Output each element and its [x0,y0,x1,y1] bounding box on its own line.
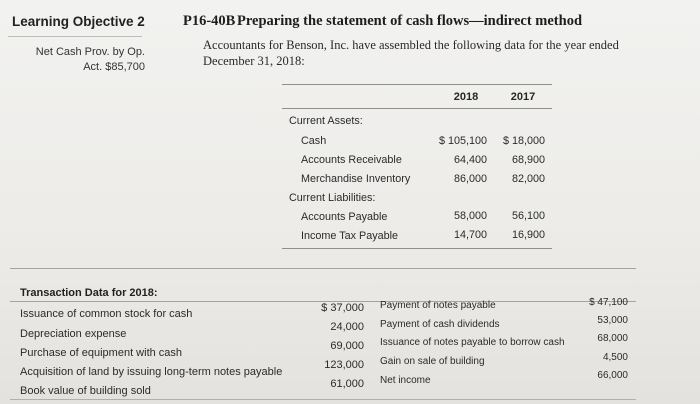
value-2018: 14,700 [453,229,487,241]
transaction-section-top-rule [10,268,636,269]
value-2017: 16,900 [511,229,545,241]
transaction-value: 4,500 [602,352,628,363]
balance-table-header-rule [282,108,552,109]
transaction-label: Issuance of notes payable to borrow cash [380,337,565,348]
value-2017: $ 18,000 [502,135,545,147]
value-2018: $ 105,100 [438,135,487,147]
row-label: Income Tax Payable [301,230,399,242]
transaction-label: Depreciation expense [20,328,127,340]
transaction-value: 68,000 [597,333,628,344]
transaction-label: Payment of cash dividends [380,319,500,330]
transaction-value: $ 47,100 [589,297,628,308]
transaction-value: 66,000 [597,370,628,381]
row-label: Merchandise Inventory [301,173,411,185]
transaction-label: Purchase of equipment with cash [20,347,183,359]
value-2018: 86,000 [453,173,487,185]
transaction-value: $ 37,000 [321,302,364,314]
current-assets-heading: Current Assets: [289,115,363,127]
row-label: Accounts Payable [301,211,388,223]
cash-note-line-2: Act. $85,700 [83,61,145,73]
learning-objective-divider [8,36,142,37]
value-2017: 82,000 [511,173,545,185]
transaction-value: 53,000 [597,315,628,326]
transaction-label: Net income [380,375,431,386]
problem-code: P16-40B [183,13,236,29]
balance-table-top-rule [282,84,552,85]
value-2018: 64,400 [453,154,487,166]
transaction-value: 61,000 [330,378,364,390]
transaction-value: 24,000 [330,321,364,333]
row-label: Accounts Receivable [301,154,402,166]
transaction-value: 123,000 [324,359,364,371]
cash-note-line-1: Net Cash Prov. by Op. [35,46,145,58]
row-label: Cash [301,135,327,147]
current-liabilities-heading: Current Liabilities: [289,192,376,204]
transaction-section-bottom-rule [10,399,636,400]
transaction-label: Acquisition of land by issuing long-term notes payable [20,366,283,378]
transaction-label: Issuance of common stock for cash [20,308,193,320]
value-2018: 58,000 [453,210,487,222]
transaction-value: 69,000 [330,340,364,352]
balance-table-bottom-rule [282,248,552,249]
year-header-2017: 2017 [510,91,536,103]
learning-objective-label: Learning Objective 2 [12,14,145,29]
year-header-2018: 2018 [453,91,479,103]
transaction-label: Payment of notes payable [380,300,496,311]
problem-description-line-1: Accountants for Benson, Inc. have assembled the following data for the year ended [203,38,619,52]
value-2017: 68,900 [511,154,545,166]
transaction-label: Book value of building sold [20,385,151,397]
problem-title: Preparing the statement of cash flows—indirect method [237,13,583,29]
problem-description-line-2: December 31, 2018: [203,54,305,68]
value-2017: 56,100 [511,210,545,222]
transaction-label: Gain on sale of building [380,356,485,367]
transaction-data-heading: Transaction Data for 2018: [20,287,158,299]
